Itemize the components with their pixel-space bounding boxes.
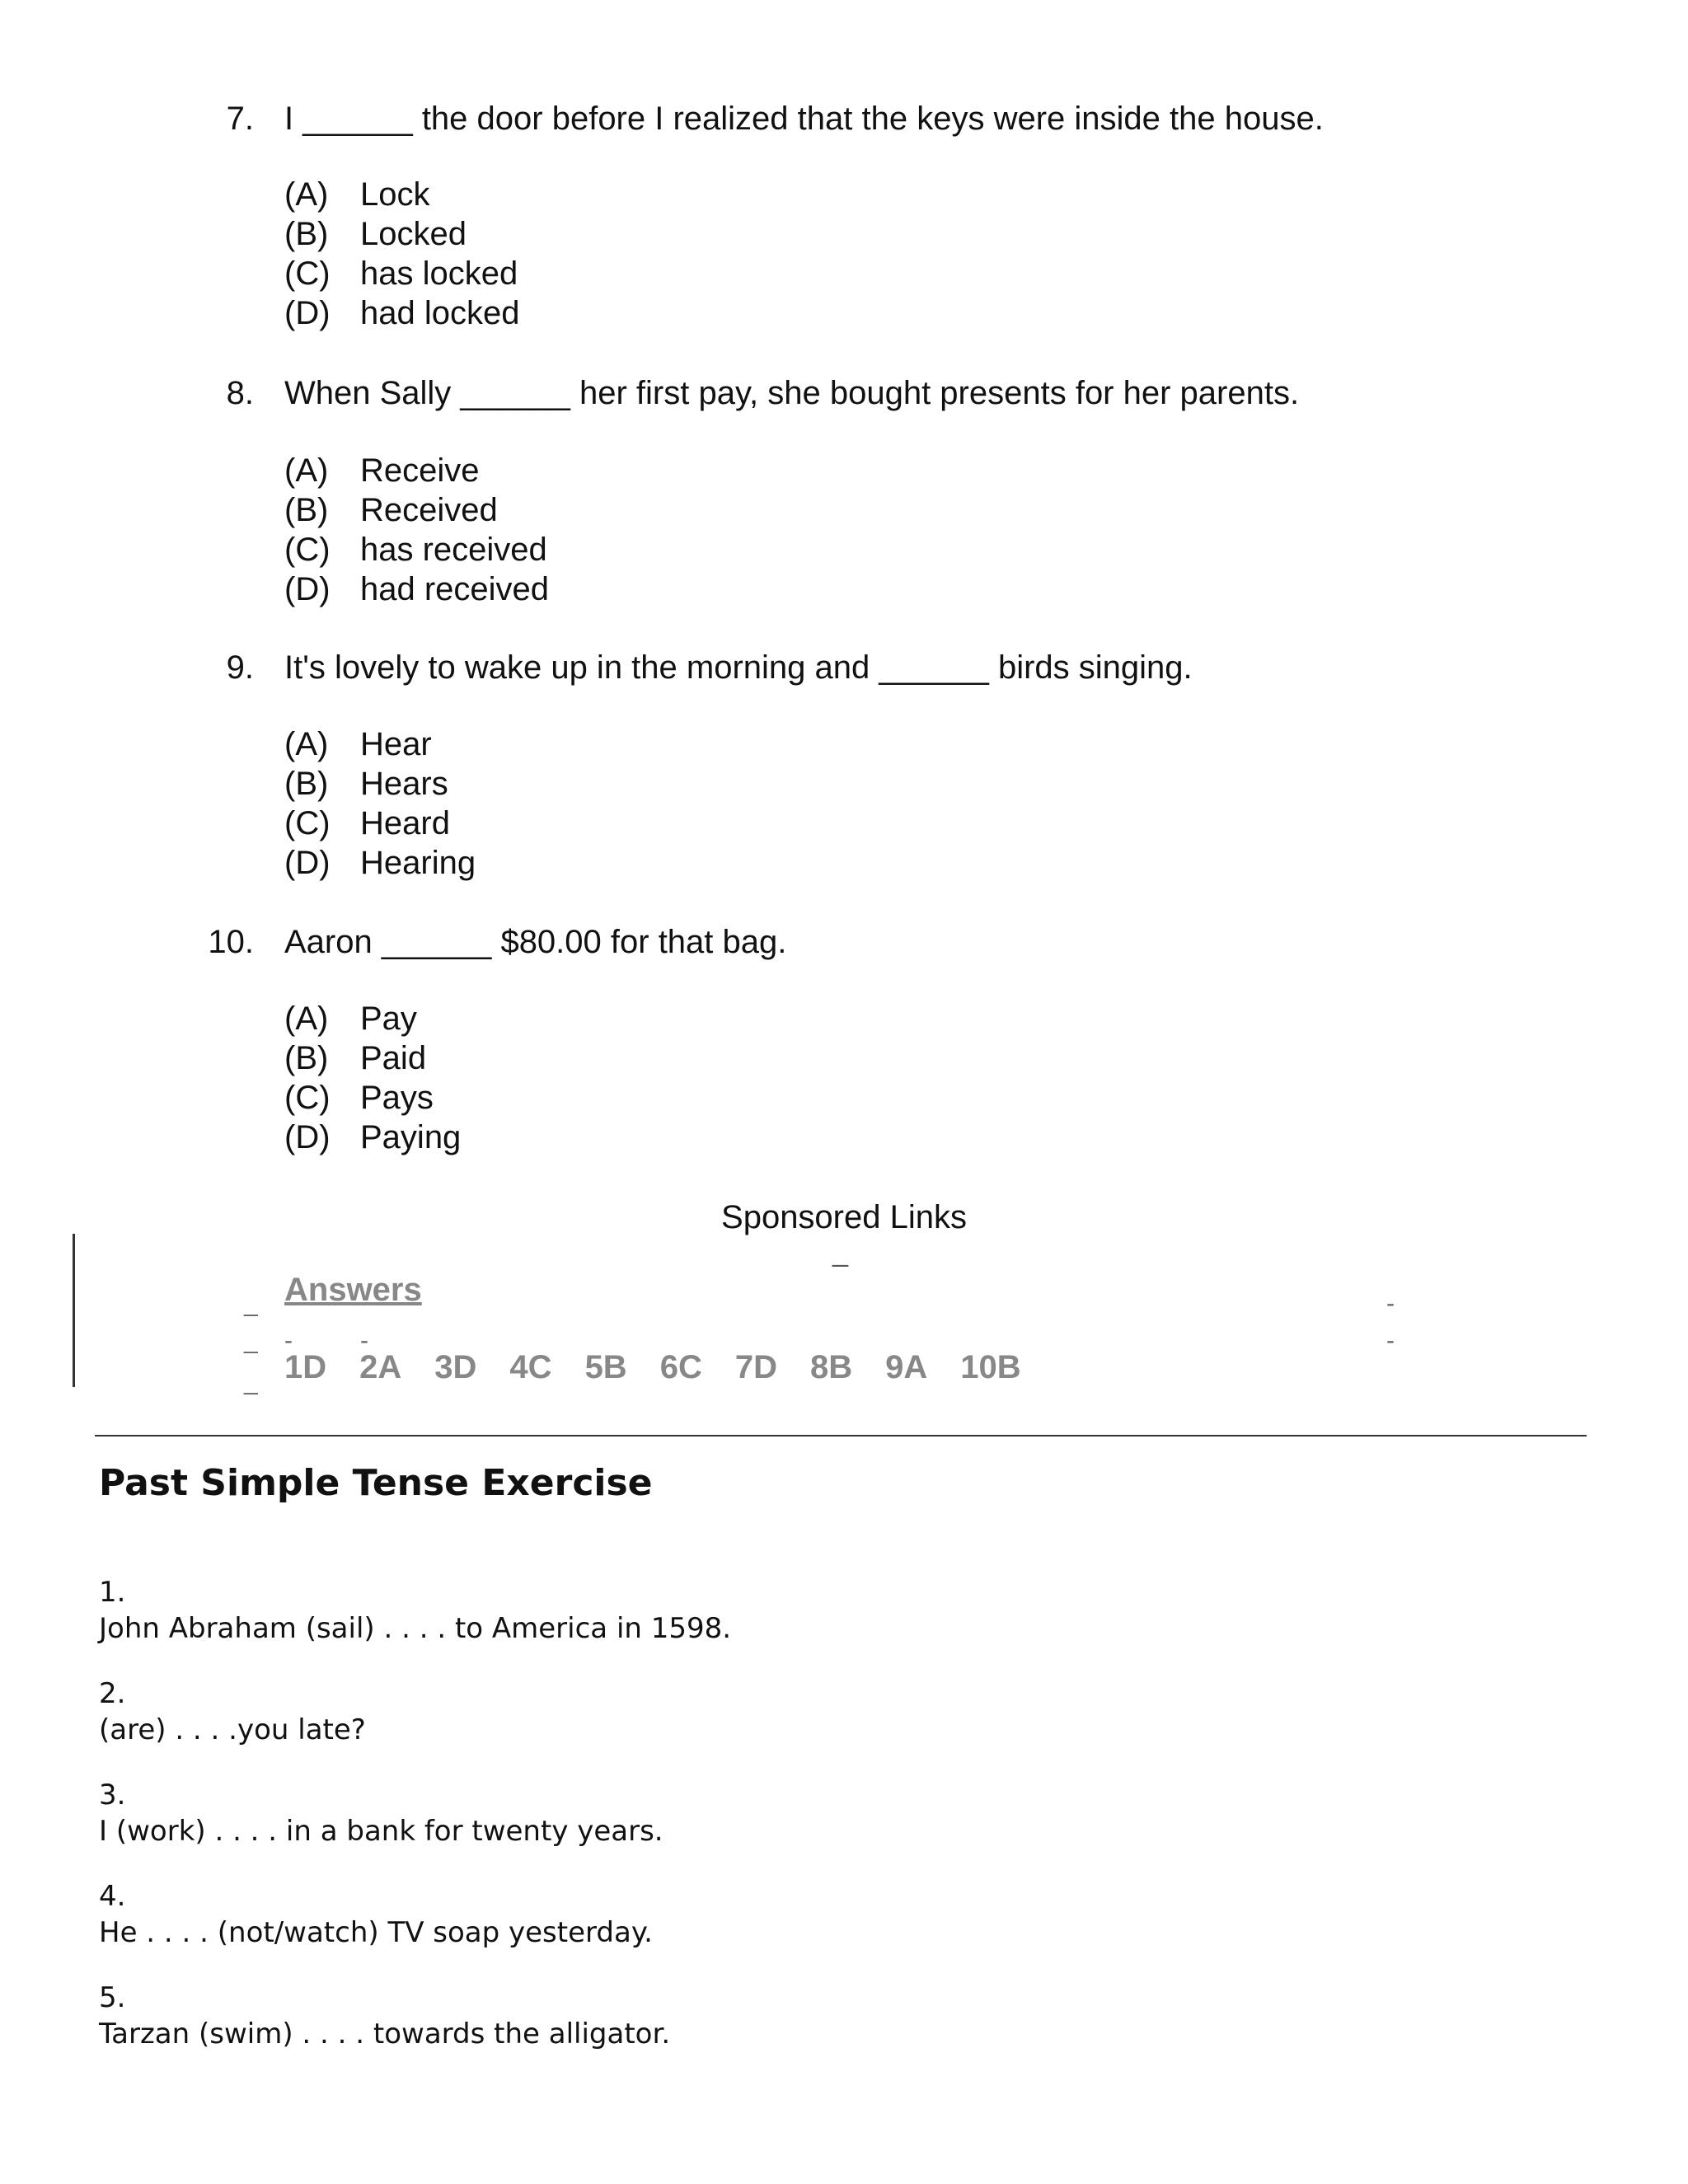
option-text: Paying [360,1119,462,1155]
exercise-number: 2. [99,1677,126,1710]
exercise-item-3 [99,1777,663,1849]
option-text: had locked [360,295,520,331]
option-text: Locked [360,216,467,252]
option-letter: (C) [284,532,331,568]
question-text: Aaron ______ $80.00 for that bag. [284,924,787,960]
exercise-item-4 [99,1878,653,1951]
option-text: Hear [360,726,432,762]
horizontal-divider [95,1435,1587,1436]
answer-7: 7D [734,1349,777,1385]
question-number: 8. [226,375,254,411]
option-letter: (A) [284,452,329,489]
option-text: had received [360,571,550,607]
answers-link[interactable]: Answers [284,1272,422,1308]
answer-3: 3D [434,1349,477,1385]
bullet-mark: _ [244,1368,258,1395]
question-number: 7. [226,101,254,137]
answer-1: 1D [284,1349,327,1385]
exercise-item-2 [99,1675,366,1748]
option-b [284,214,467,254]
option-d [284,1118,461,1157]
option-text: Pay [360,1001,417,1037]
option-d [284,569,549,609]
bullet-mark: _ [244,1290,258,1317]
option-b [284,1038,426,1078]
option-b [284,490,498,530]
option-c [284,804,450,843]
answer-5: 5B [584,1349,627,1385]
separator-dash: _ [832,1236,848,1268]
exercise-item-1 [99,1574,731,1647]
option-letter: (B) [284,766,329,802]
option-text: Heard [360,805,450,841]
exercise-number: 5. [99,1981,126,2014]
vertical-divider [73,1234,75,1387]
option-d [284,843,476,883]
option-letter: (A) [284,726,329,762]
bullet-mark: - [1386,1327,1395,1354]
option-text: has locked [360,255,518,292]
option-a [284,175,430,214]
option-letter: (C) [284,1080,331,1116]
option-letter: (D) [284,295,331,331]
option-text: Paid [360,1040,427,1076]
exercise-item-5 [99,1980,670,2052]
exercise-number: 1. [99,1576,126,1609]
sponsored-links-label: Sponsored Links [721,1199,967,1235]
option-letter: (B) [284,492,329,528]
option-text: Received [360,492,498,528]
option-text: has received [360,532,547,568]
option-letter: (B) [284,1040,329,1076]
option-b [284,764,448,804]
option-letter: (D) [284,845,331,881]
option-text: Hearing [360,845,476,881]
answer-4: 4C [509,1349,552,1385]
exercise-text: I (work) . . . . in a bank for twenty years. [99,1815,663,1848]
bullet-mark: _ [244,1327,258,1354]
option-text: Receive [360,452,480,489]
option-c [284,254,518,293]
answer-8: 8B [809,1349,853,1385]
option-text: Lock [360,176,430,213]
option-d [284,293,519,333]
question-text: It's lovely to wake up in the morning and ______ birds singing. [284,649,1193,686]
option-c [284,1078,434,1118]
option-text: Pays [360,1080,434,1116]
answer-9: 9A [885,1349,928,1385]
bullet-mark: - [360,1327,368,1354]
option-a [284,451,480,490]
exercise-text: Tarzan (swim) . . . . towards the alligator. [99,2018,671,2050]
answers-row[interactable] [284,1349,1021,1386]
bullet-mark: - [1386,1290,1395,1317]
answer-6: 6C [659,1349,702,1385]
question-text: I ______ the door before I realized that the keys were inside the house. [284,101,1324,137]
answer-2: 2A [359,1349,402,1385]
option-letter: (D) [284,571,331,607]
exercise-text: John Abraham (sail) . . . . to America in 1598. [99,1612,732,1645]
option-letter: (A) [284,1001,329,1037]
option-letter: (B) [284,216,329,252]
answer-10: 10B [960,1349,1021,1385]
option-a [284,724,432,764]
option-letter: (A) [284,176,329,213]
exercise-title: Past Simple Tense Exercise [99,1462,653,1504]
exercise-text: He . . . . (not/watch) TV soap yesterday. [99,1916,653,1949]
option-a [284,999,417,1038]
exercise-number: 4. [99,1880,126,1913]
question-text: When Sally ______ her first pay, she bought presents for her parents. [284,375,1300,411]
option-c [284,530,547,569]
exercise-text: (are) . . . .you late? [99,1713,366,1746]
exercise-number: 3. [99,1779,126,1811]
option-text: Hears [360,766,448,802]
option-letter: (C) [284,255,331,292]
bullet-mark: - [284,1327,293,1354]
question-number: 9. [226,649,254,686]
option-letter: (D) [284,1119,331,1155]
option-letter: (C) [284,805,331,841]
question-number: 10. [208,924,254,960]
